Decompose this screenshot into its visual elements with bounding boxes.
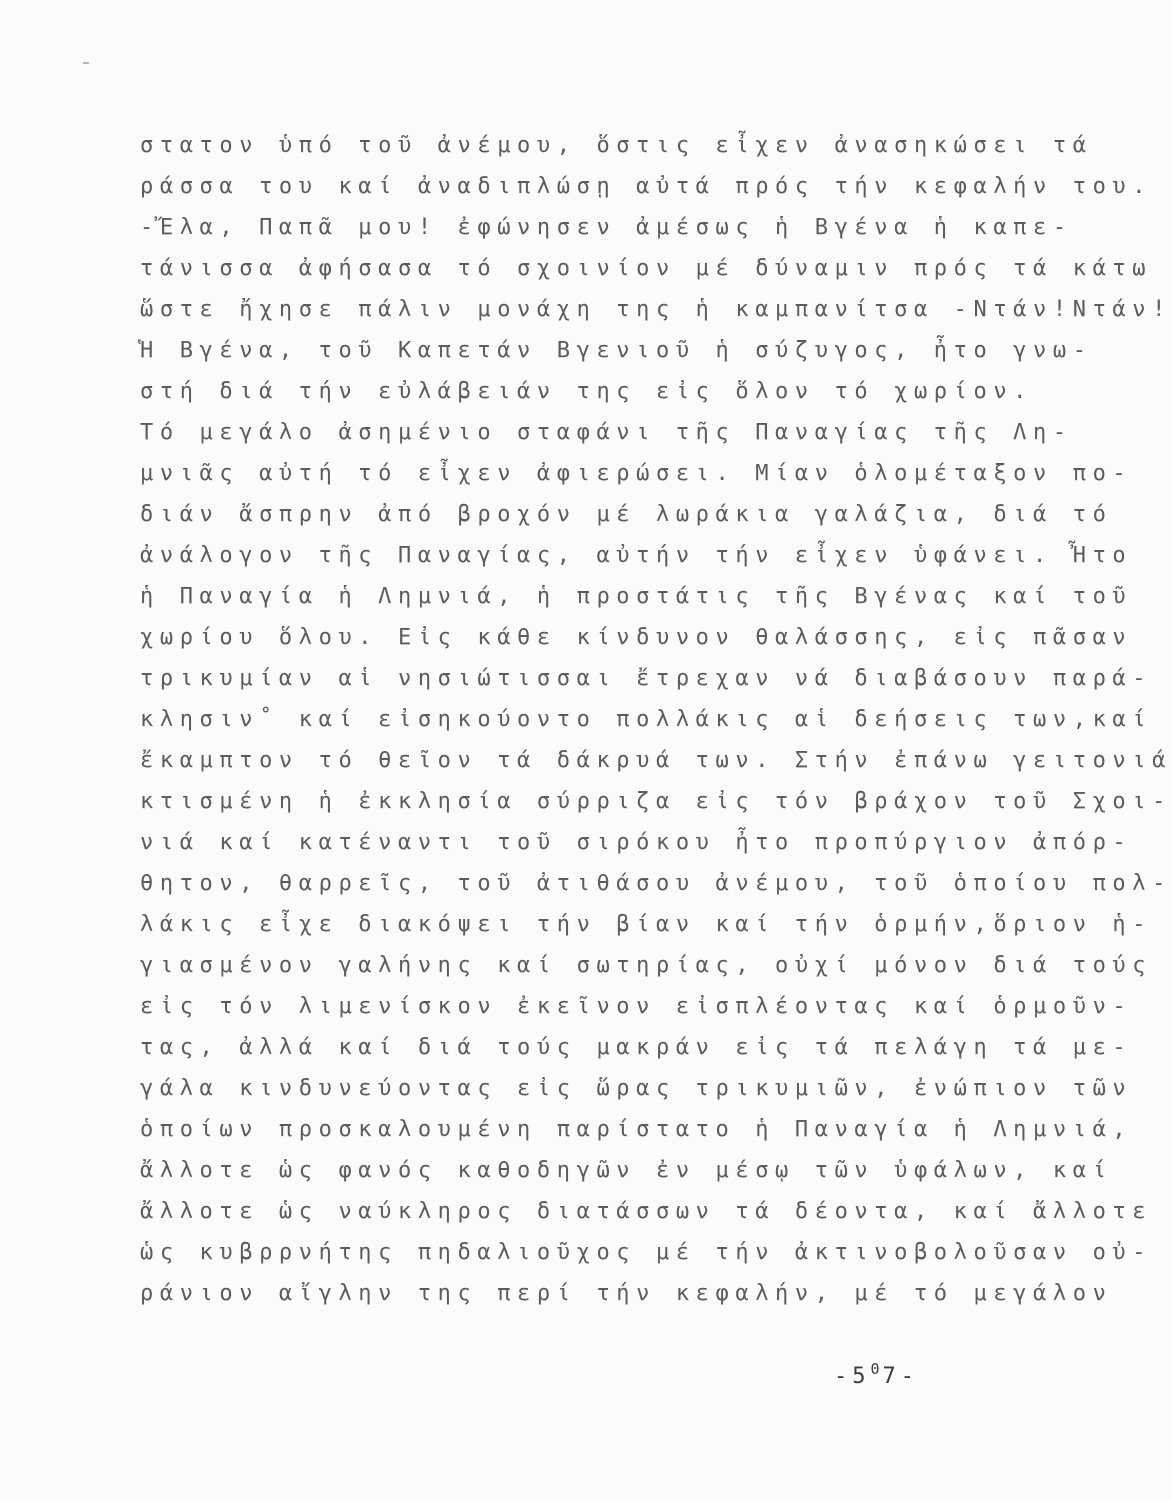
- text-line: νιά καί κατέναντι τοῦ σιρόκου ἦτο προπύργιον ἀπόρ-: [140, 830, 1133, 855]
- text-line: ράσσα του καί ἀναδιπλώσῃ αὐτά πρός τήν κεφαλήν του.: [140, 174, 1153, 199]
- text-line: ὥστε ἤχησε πάλιν μονάχη της ἡ καμπανίτσα -Ντάν!Ντάν!: [140, 297, 1172, 322]
- text-line: Ἡ Βγένα, τοῦ Καπετάν Βγενιοῦ ἡ σύζυγος, ἦτο γνω-: [140, 338, 1093, 363]
- page-number-prefix: -5: [833, 1364, 871, 1389]
- text-line: κτισμένη ἡ ἐκκλησία σύρριζα εἰς τόν βράχον τοῦ Σχοι-: [140, 789, 1172, 814]
- page-number: [834, 1360, 919, 1389]
- text-line: διάν ἄσπρην ἀπό βροχόν μέ λωράκια γαλάζια, διά τό: [140, 502, 1113, 527]
- text-line: ὡς κυβρρνήτης πηδαλιοῦχος μέ τήν ἀκτινοβολοῦσαν οὐ-: [140, 1240, 1153, 1265]
- text-line: θητον, θαρρεῖς, τοῦ ἀτιθάσου ἀνέμου, τοῦ ὁποίου πολ-: [140, 871, 1172, 896]
- text-line: -Ἔλα, Παπᾶ μου! ἐφώνησεν ἀμέσως ἡ Βγένα ἡ καπε-: [140, 215, 1073, 240]
- page-number-suffix: 7-: [882, 1364, 919, 1389]
- text-line: ράνιον αἴγλην της περί τήν κεφαλήν, μέ τό μεγάλον: [140, 1281, 1113, 1306]
- text-line: ἄλλοτε ὡς φανός καθοδηγῶν ἐν μέσῳ τῶν ὑφάλων, καί: [140, 1158, 1113, 1183]
- text-line: γάλα κινδυνεύοντας εἰς ὥρας τρικυμιῶν, ἐνώπιον τῶν: [140, 1076, 1133, 1101]
- stray-mark: [83, 62, 89, 64]
- text-line: Τό μεγάλο ἀσημένιο σταφάνι τῆς Παναγίας τῆς Λη-: [140, 420, 1073, 445]
- text-line: ἄλλοτε ὡς ναύκληρος διατάσσων τά δέοντα, καί ἄλλοτε: [140, 1199, 1153, 1224]
- body-text: [140, 125, 1172, 1314]
- text-line: στή διά τήν εὐλάβειάν της εἰς ὅλον τό χωρίον.: [140, 379, 1034, 404]
- text-line: τρικυμίαν αἱ νησιώτισσαι ἔτρεχαν νά διαβάσουν παρά-: [140, 666, 1153, 691]
- text-line: στατον ὑπό τοῦ ἀνέμου, ὅστις εἶχεν ἀνασηκώσει τά: [140, 133, 1093, 158]
- text-line: λάκις εἶχε διακόψει τήν βίαν καί τήν ὁρμήν,ὅριον ἡ-: [140, 912, 1153, 937]
- text-line: εἰς τόν λιμενίσκον ἐκεῖνον εἰσπλέοντας καί ὁρμοῦν-: [140, 994, 1133, 1019]
- text-line: κλησιν˚ καί εἰσηκούοντο πολλάκις αἱ δεήσεις των,καί: [140, 707, 1153, 732]
- text-line: ἀνάλογον τῆς Παναγίας, αὐτήν τήν εἶχεν ὑφάνει. Ἦτο: [140, 543, 1133, 568]
- text-line: τας, ἀλλά καί διά τούς μακράν εἰς τά πελάγη τά με-: [140, 1035, 1133, 1060]
- text-line: γιασμένον γαλήνης καί σωτηρίας, οὐχί μόνον διά τούς: [140, 953, 1153, 978]
- text-line: τάνισσα ἀφήσασα τό σχοινίον μέ δύναμιν πρός τά κάτω: [140, 256, 1153, 281]
- text-line: μνιᾶς αὐτή τό εἶχεν ἀφιερώσει. Μίαν ὁλομέταξον πο-: [140, 461, 1133, 486]
- page-number-superscript: 0: [870, 1360, 883, 1378]
- text-line: ὁποίων προσκαλουμένη παρίστατο ἡ Παναγία ἡ Λημνιά,: [140, 1117, 1133, 1142]
- text-line: ἔκαμπτον τό θεῖον τά δάκρυά των. Στήν ἐπάνω γειτονιά: [140, 748, 1172, 773]
- text-line: ἡ Παναγία ἡ Λημνιά, ἡ προστάτις τῆς Βγένας καί τοῦ: [140, 584, 1133, 609]
- text-line: χωρίου ὅλου. Εἰς κάθε κίνδυνον θαλάσσης, εἰς πᾶσαν: [140, 625, 1133, 650]
